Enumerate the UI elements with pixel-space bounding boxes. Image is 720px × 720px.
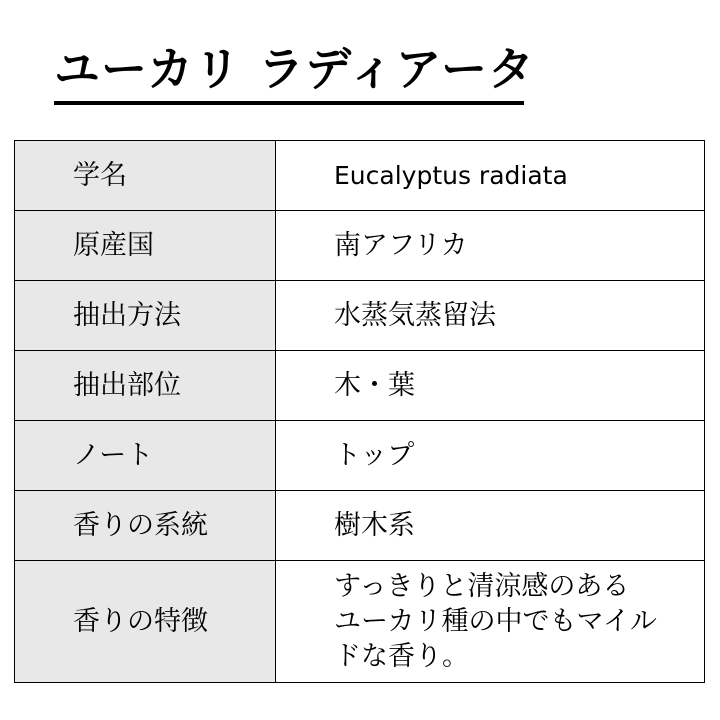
row-value-multiline <box>276 561 705 683</box>
row-label: 香りの系統 <box>15 491 276 561</box>
table-row-extraction-method <box>15 281 705 351</box>
value-line: ドな香り。 <box>334 641 469 672</box>
table-row-scent-family <box>15 491 705 561</box>
row-value: 樹木系 <box>276 491 705 561</box>
row-label: 香りの特徴 <box>15 561 276 683</box>
title-underline <box>54 101 524 105</box>
page-title: ユーカリ ラディアータ <box>54 42 536 96</box>
spec-table <box>14 140 705 683</box>
row-label: 抽出方法 <box>15 281 276 351</box>
row-value: 木・葉 <box>276 351 705 421</box>
table-row-scent-characteristics <box>15 561 705 683</box>
value-line: すっきりと清涼感のある <box>334 571 630 602</box>
row-label: 原産国 <box>15 211 276 281</box>
row-label: ノート <box>15 421 276 491</box>
table-row-note <box>15 421 705 491</box>
row-value: トップ <box>276 421 705 491</box>
row-label: 抽出部位 <box>15 351 276 421</box>
row-value: Eucalyptus radiata <box>276 141 705 211</box>
table-row-origin <box>15 211 705 281</box>
value-line: ユーカリ種の中でもマイル <box>334 606 657 637</box>
table-row-extraction-part <box>15 351 705 421</box>
row-label: 学名 <box>15 141 276 211</box>
table-row-scientific-name <box>15 141 705 211</box>
row-value: 南アフリカ <box>276 211 705 281</box>
row-value: 水蒸気蒸留法 <box>276 281 705 351</box>
